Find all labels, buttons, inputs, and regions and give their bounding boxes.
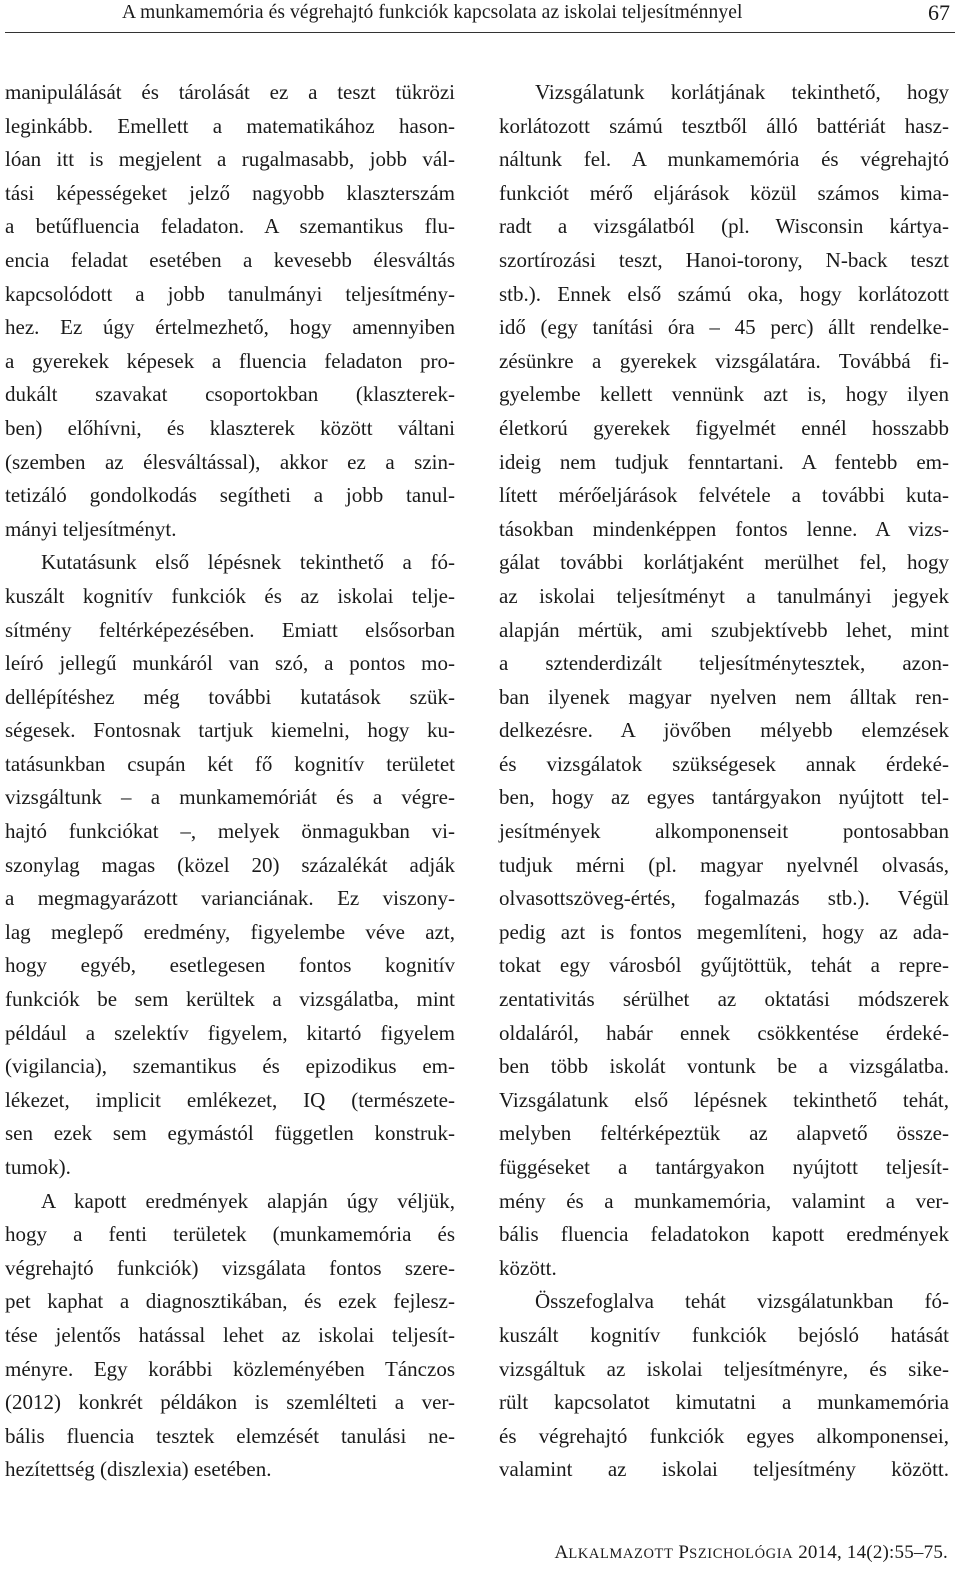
text-line: rült kapcsolatot kimutatni a munkamemória [499, 1390, 949, 1415]
text-line: zentativitás sérülhet az oktatási módszerek [499, 987, 949, 1012]
text-line: valamint az iskolai teljesítmény között. [499, 1457, 949, 1482]
text-line: (szemben az élesváltással), akkor ez a szin- [5, 449, 455, 474]
page-number: 67 [928, 0, 950, 25]
text-line: stb.). Ennek első számú oka, hogy korlátozott [499, 281, 949, 306]
text-line: oldaláról, habár ennek csökkentése érdeké- [499, 1020, 949, 1045]
text-line: szonylag magas (közel 20) százalékát adják [5, 852, 455, 877]
text-line: vizsgáltunk – a munkamemóriát és a végre- [5, 785, 455, 810]
text-line: szortírozási teszt, Hanoi-torony, N-back teszt [499, 247, 949, 272]
text-line: tumok). [5, 1155, 71, 1179]
right-text-column [499, 76, 949, 1487]
text-line: encia feladat esetében a kevesebb élesváltás [5, 247, 455, 272]
text-line: például a szelektív figyelem, kitartó figyelem [5, 1020, 455, 1045]
text-line: bális fluencia tesztek elemzését tanulási ne- [5, 1423, 455, 1448]
text-line: jesítmények alkomponenseit pontosabban [499, 819, 949, 844]
text-line: pedig azt is fontos megemlíteni, hogy az ada- [499, 919, 949, 944]
text-line: függéseket a tantárgyakon nyújtott teljesít- [499, 1155, 949, 1179]
text-line: lékezet, implicit emlékezet, IQ (természete- [5, 1087, 455, 1112]
text-line: leginkább. Emellett a matematikához hason- [5, 113, 455, 138]
text-line: tásokban mindenképpen fontos lenne. A vizs- [499, 516, 949, 541]
text-line: között. [499, 1255, 557, 1280]
text-line: tokat egy városból gyűjtöttük, tehát a repre- [499, 953, 949, 978]
text-line: mányi teljesítményt. [5, 516, 177, 541]
journal-name-rest-p: SZICHOLÓGIA [689, 1546, 794, 1562]
text-line: gálat további korlátjaként merülhet fel, hogy [499, 550, 949, 575]
left-text-column [5, 76, 455, 1487]
text-line: és végrehajtó funkciók egyes alkomponensei, [499, 1423, 949, 1448]
text-line: Vizsgálatunk korlátjának tekinthető, hogy [535, 80, 949, 104]
journal-name-initial-p: P [678, 1542, 690, 1563]
text-line: hez. Ez úgy értelmezhető, hogy amennyiben [5, 315, 455, 340]
text-line: delkezésre. A jövőben mélyebb elemzések [499, 718, 949, 743]
text-line: ideig nem tudjuk fenntartani. A fentebb em- [499, 449, 949, 474]
journal-name-initial-a: A [554, 1542, 569, 1563]
text-line: a betűfluencia feladaton. A szemantikus flu- [5, 214, 455, 239]
text-line: hajtó funkciókat –, melyek önmagukban vi- [5, 819, 455, 844]
text-line: ségesek. Fontosnak tartjuk kiemelni, hogy ku- [5, 718, 455, 743]
text-line: hogy a fenti területek (munkamemória és [5, 1222, 455, 1247]
text-line: vizsgáltuk az iskolai teljesítményre, és sike- [499, 1356, 949, 1381]
text-line: pet kaphat a diagnosztikában, és ezek fejlesz- [5, 1289, 455, 1314]
text-line: az iskolai teljesítményt a tanulmányi jegyek [499, 583, 949, 608]
text-line: (2012) konkrét példákon is szemlélteti a ver- [5, 1390, 455, 1415]
text-line: tási képességeket jelző nagyobb klaszterszám [5, 180, 455, 205]
text-line: Vizsgálatunk első lépésnek tekinthető tehát, [499, 1087, 949, 1112]
text-line: ban ilyenek magyar nyelven nem álltak ren- [499, 684, 949, 709]
header-rule [5, 32, 955, 33]
text-line: korlátozott számú tesztből álló battériát hasz- [499, 113, 949, 138]
text-line: melyben feltérképeztük az alapvető össze- [499, 1121, 949, 1146]
text-line: a megmagyarázott varianciának. Ez viszony- [5, 886, 455, 911]
text-line: radt a vizsgálatból (pl. Wisconsin kártya- [499, 214, 949, 239]
text-line: tatásunkban csupán két fő kognitív területet [5, 751, 455, 776]
text-line: sítmény feltérképezésében. Emiatt elsősorban [5, 617, 455, 642]
running-head [0, 0, 960, 32]
text-line: lag meglepő eredmény, figyelembe véve azt, [5, 919, 455, 944]
text-line: bális fluencia feladatokon kapott eredmények [499, 1222, 949, 1247]
text-line: a sztenderdizált teljesítménytesztek, azon- [499, 651, 949, 676]
text-line: A kapott eredmények alapján úgy véljük, [41, 1188, 455, 1213]
text-line: kuszált kognitív funkciók bejósló hatását [499, 1322, 949, 1347]
text-line: tudjuk mérni (pl. magyar nyelvnél olvasás, [499, 852, 949, 877]
text-line: funkciók be sem kerültek a vizsgálatba, mint [5, 987, 455, 1012]
text-line: kapcsolódott a jobb tanulmányi teljesítmény- [5, 281, 455, 306]
text-line: idő (egy tanítási óra – 45 perc) állt rendelke- [499, 315, 949, 340]
text-line: (vigilancia), szemantikus és epizodikus em- [5, 1054, 455, 1079]
text-line: kuszált kognitív funkciók és az iskolai telje- [5, 583, 455, 608]
text-line: életkorú gyerekek figyelmét ennél hosszabb [499, 415, 949, 440]
text-line: leíró jellegű munkáról van szó, a pontos mo- [5, 651, 455, 676]
text-line: manipulálását és tárolását ez a teszt tükrözi [5, 80, 455, 104]
running-head-title: A munkamemória és végrehajtó funkciók kapcsolata az iskolai teljesítménnyel [122, 2, 743, 23]
journal-citation: 2014, 14(2):55–75. [798, 1542, 948, 1563]
text-line: és vizsgálatok szükségesek annak érdeké- [499, 751, 949, 776]
text-line: zésünkre a gyerekek vizsgálatára. Továbbá fi- [499, 348, 949, 373]
text-line: tése jelentős hatással lehet az iskolai teljesít- [5, 1322, 455, 1347]
text-line: dukált szavakat csoportokban (klaszterek- [5, 382, 455, 407]
text-line: Kutatásunk első lépésnek tekinthető a fó- [41, 550, 455, 575]
text-line: gyelembe kellett vennünk azt is, hogy ilyen [499, 382, 949, 407]
text-line: sen ezek sem egymástól független konstruk- [5, 1121, 455, 1146]
text-line: lített mérőeljárások felvétele a további kuta- [499, 483, 949, 508]
text-line: Összefoglalva tehát vizsgálatunkban fó- [535, 1289, 949, 1314]
text-line: ben) előhívni, és klaszterek között váltani [5, 415, 455, 440]
text-line: tetizáló gondolkodás segítheti a jobb tanul- [5, 483, 455, 508]
text-line: náltunk fel. A munkamemória és végrehajtó [499, 147, 949, 172]
text-line: a gyerekek képesek a fluencia feladaton pro- [5, 348, 455, 373]
journal-name-rest-a: LKALMAZOTT [568, 1546, 674, 1562]
text-line: végrehajtó funkciók) vizsgálata fontos szere- [5, 1255, 455, 1280]
text-line: olvasottszöveg-értés, fogalmazás stb.). Végül [499, 886, 949, 911]
text-line: dellépítéshez még további kutatások szük- [5, 684, 455, 709]
text-line: ben több iskolát vontunk be a vizsgálatba. [499, 1054, 949, 1079]
text-line: hogy egyéb, esetlegesen fontos kognitív [5, 953, 455, 978]
text-line: mény és a munkamemória, valamint a ver- [499, 1188, 949, 1213]
text-line: ben, hogy az egyes tantárgyakon nyújtott tel- [499, 785, 949, 810]
text-line: hezítettség (diszlexia) esetében. [5, 1457, 272, 1482]
text-line: ményre. Egy korábbi közleményében Tánczos [5, 1356, 455, 1381]
journal-citation-footer [554, 1542, 948, 1564]
text-line: alapján mértük, ami szubjektívebb lehet, mint [499, 617, 949, 642]
text-line: lóan itt is megjelent a rugalmasabb, jobb vál- [5, 147, 455, 172]
text-line: funkciót mérő eljárások közül számos kima- [499, 180, 949, 205]
